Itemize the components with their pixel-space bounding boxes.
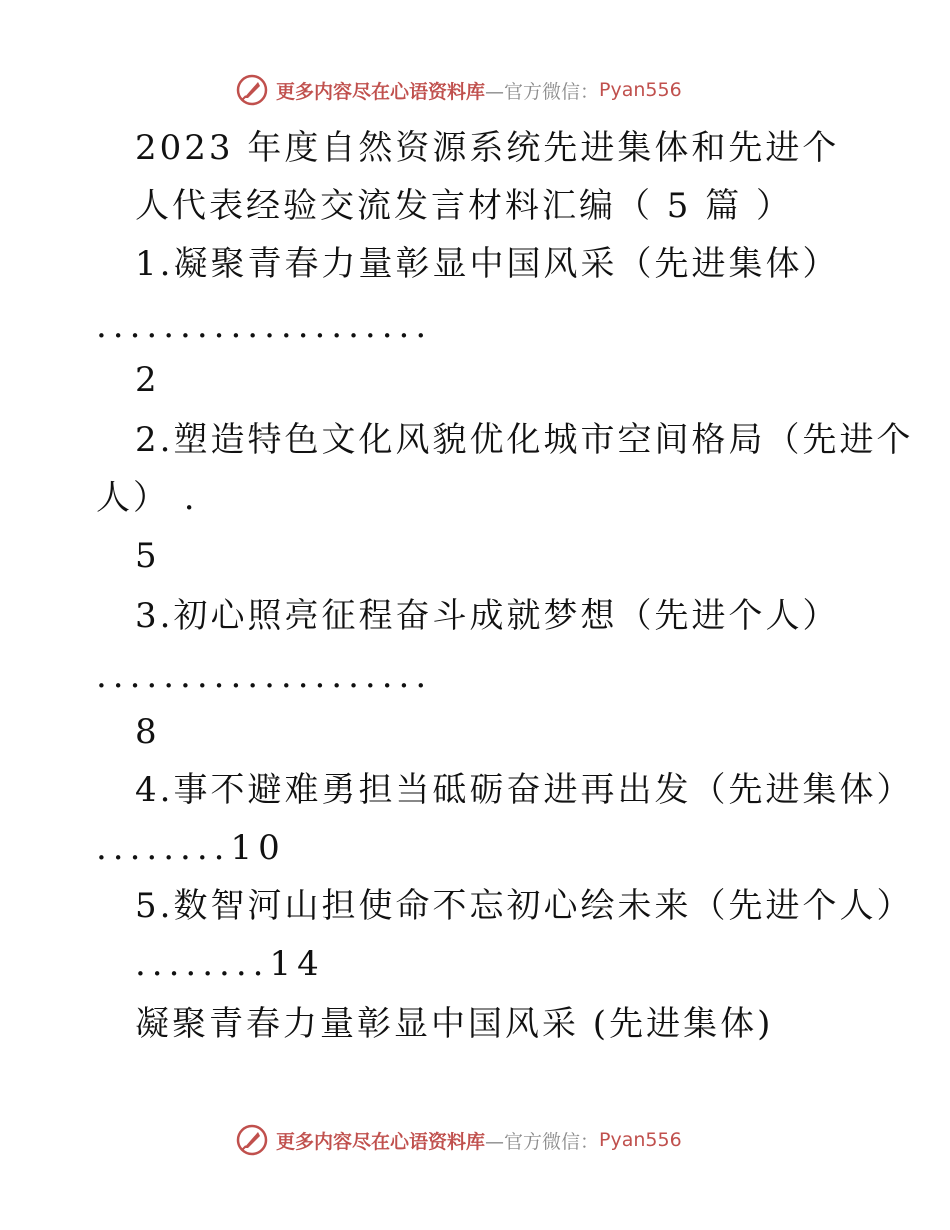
toc-item-3-leader: .................... xyxy=(96,656,433,696)
toc-item-2: 2.塑造特色文化风貌优化城市空间格局（先进个 xyxy=(135,420,914,460)
footer-watermark xyxy=(236,1124,682,1156)
watermark-id-text: Pyan556 xyxy=(599,1129,682,1151)
quill-logo-icon xyxy=(236,74,268,106)
toc-item-1-leader: .................... xyxy=(96,306,433,346)
toc-item-3-page: 8 xyxy=(135,712,160,752)
toc-item-1-page: 2 xyxy=(135,360,160,400)
watermark-main-text: 更多内容尽在心语资料库 xyxy=(276,80,486,103)
doc-title-line-2: 人代表经验交流发言材料汇编（ 5 篇 ） xyxy=(135,186,794,226)
quill-logo-icon xyxy=(236,1124,268,1156)
doc-title-line-1: 2023 年度自然资源系统先进集体和先进个 xyxy=(135,128,840,168)
toc-item-4: 4.事不避难勇担当砥砺奋进再出发（先进集体） xyxy=(135,770,914,810)
toc-item-2-continued: 人） . xyxy=(96,478,198,518)
toc-item-5: 5.数智河山担使命不忘初心绘未来（先进个人） xyxy=(135,886,914,926)
toc-item-5-leader: ........14 xyxy=(135,944,325,984)
watermark-dash-text: —官方微信： xyxy=(485,80,600,103)
toc-item-2-page: 5 xyxy=(135,536,160,576)
watermark-id-text: Pyan556 xyxy=(599,79,682,101)
watermark-dash-text: —官方微信： xyxy=(485,1130,600,1153)
toc-item-3: 3.初心照亮征程奋斗成就梦想（先进个人） xyxy=(135,596,840,636)
header-watermark xyxy=(236,74,682,106)
toc-item-1: 1.凝聚青春力量彰显中国风采（先进集体） xyxy=(135,244,840,284)
section-heading: 凝聚青春力量彰显中国风采 (先进集体) xyxy=(135,1004,774,1044)
toc-item-4-leader: ........10 xyxy=(96,828,286,868)
watermark-main-text: 更多内容尽在心语资料库 xyxy=(276,1130,486,1153)
